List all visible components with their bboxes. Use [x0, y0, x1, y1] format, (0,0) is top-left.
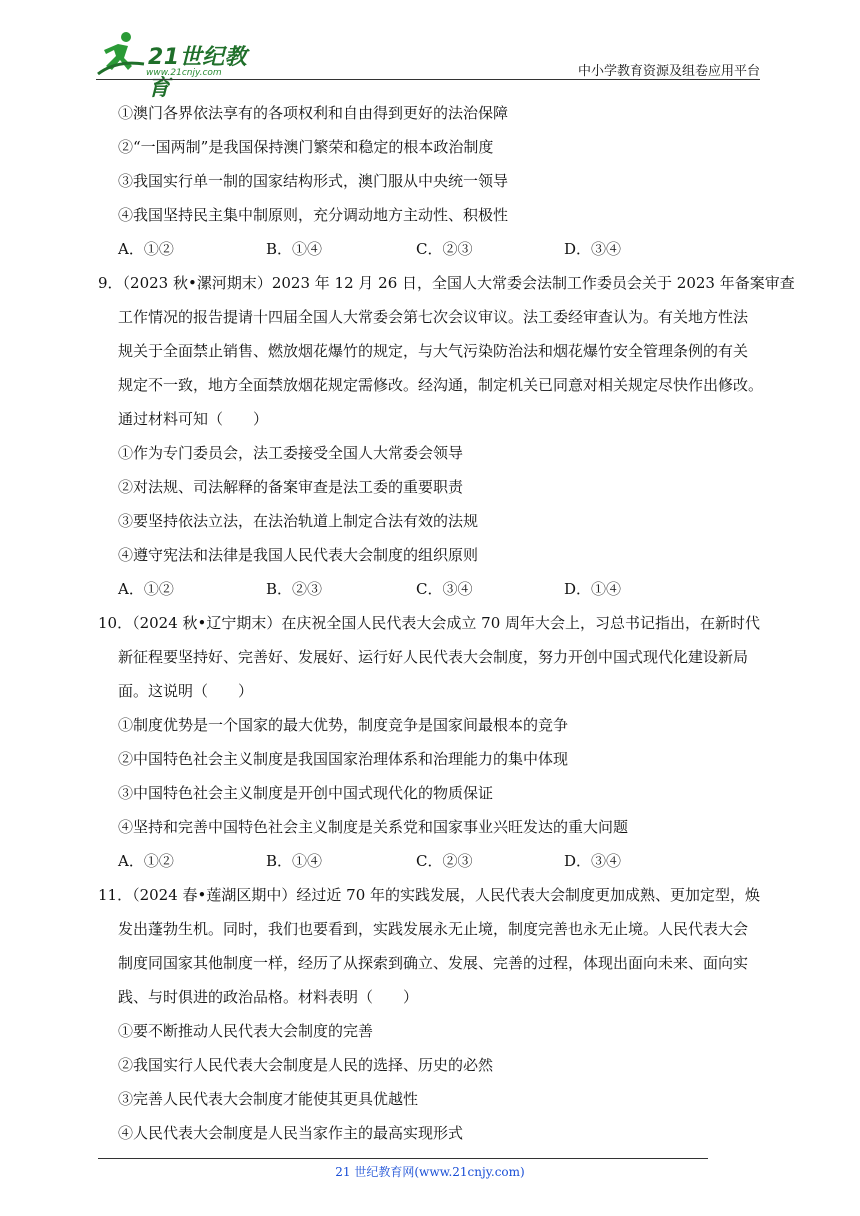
option-a[interactable]: A．①② — [118, 580, 174, 598]
option-a[interactable]: A．①② — [118, 240, 174, 258]
question-stem: 新征程要坚持好、完善好、发展好、运行好人民代表大会制度，努力开创中国式现代化建设新局 — [118, 648, 749, 666]
option-d[interactable]: D．③④ — [564, 240, 622, 258]
site-logo[interactable] — [96, 30, 266, 101]
page-header — [0, 0, 860, 101]
choice-statement: ①要不断推动人民代表大会制度的完善 — [118, 1022, 374, 1040]
question-11 — [98, 878, 766, 1150]
choice-statement: ③我国实行单一制的国家结构形式，澳门服从中央统一领导 — [118, 172, 509, 190]
footer-divider — [98, 1158, 708, 1159]
question-stem: 践、与时俱进的政治品格。材料表明（ ） — [118, 988, 419, 1006]
question-stem: 发出蓬勃生机。同时，我们也要看到，实践发展永无止境，制度完善也永无止境。人民代表大会 — [118, 920, 749, 938]
option-b[interactable]: B．①④ — [266, 240, 323, 258]
choice-statement: ③要坚持依法立法，在法治轨道上制定合法有效的法规 — [118, 512, 479, 530]
question-stem: 9．（2023 秋•漯河期末）2023 年 12 月 26 日，全国人大常委会法制工作委员会关于 2023 年备案审查 — [98, 274, 795, 292]
option-b[interactable]: B．①④ — [266, 852, 323, 870]
question-stem: 面。这说明（ ） — [118, 682, 254, 700]
answer-options — [98, 572, 766, 606]
choice-statement: ④人民代表大会制度是人民当家作主的最高实现形式 — [118, 1124, 464, 1142]
question-9 — [98, 266, 795, 606]
answer-options — [98, 844, 766, 878]
choice-statement: ③中国特色社会主义制度是开创中国式现代化的物质保证 — [118, 784, 494, 802]
option-a[interactable]: A．①② — [118, 852, 174, 870]
question-10 — [98, 606, 766, 878]
option-c[interactable]: C．②③ — [416, 240, 473, 258]
option-d[interactable]: D．①④ — [564, 580, 622, 598]
choice-statement: ④遵守宪法和法律是我国人民代表大会制度的组织原则 — [118, 546, 479, 564]
question-stem: 规关于全面禁止销售、燃放烟花爆竹的规定，与大气污染防治法和烟花爆竹安全管理条例的有关 — [118, 342, 749, 360]
question-stem: 10．（2024 秋•辽宁期末）在庆祝全国人民代表大会成立 70 周年大会上，习总书记指出，在新时代 — [98, 614, 761, 632]
question-8-tail — [98, 96, 766, 266]
choice-statement: ②“一国两制”是我国保持澳门繁荣和稳定的根本政治制度 — [118, 138, 494, 156]
answer-options — [98, 232, 766, 266]
option-c[interactable]: C．②③ — [416, 852, 473, 870]
header-divider — [96, 79, 760, 80]
choice-statement: ④我国坚持民主集中制原则，充分调动地方主动性、积极性 — [118, 206, 509, 224]
option-c[interactable]: C．③④ — [416, 580, 473, 598]
option-b[interactable]: B．②③ — [266, 580, 323, 598]
question-stem: 制度同国家其他制度一样，经历了从探索到确立、发展、完善的过程，体现出面向未来、面向实 — [118, 954, 749, 972]
platform-title: 中小学教育资源及组卷应用平台 — [577, 64, 760, 79]
logo-text: 21世纪教育 — [148, 45, 248, 101]
footer-link[interactable]: 21 世纪教育网(www.21cnjy.com) — [335, 1165, 525, 1179]
question-stem: 规定不一致，地方全面禁放烟花规定需修改。经沟通，制定机关已同意对相关规定尽快作出修改。 — [118, 376, 764, 394]
choice-statement: ①澳门各界依法享有的各项权利和自由得到更好的法治保障 — [118, 104, 509, 122]
logo-url: www.21cnjy.com — [146, 68, 222, 78]
document-body — [98, 96, 795, 1150]
choice-statement: ②对法规、司法解释的备案审查是法工委的重要职责 — [118, 478, 464, 496]
question-stem: 通过材料可知（ ） — [118, 410, 269, 428]
choice-statement: ②我国实行人民代表大会制度是人民的选择、历史的必然 — [118, 1056, 494, 1074]
question-stem: 11．（2024 春•莲湖区期中）经过近 70 年的实践发展，人民代表大会制度更加成熟、更加定型，焕 — [98, 886, 761, 904]
option-d[interactable]: D．③④ — [564, 852, 622, 870]
choice-statement: ①作为专门委员会，法工委接受全国人大常委会领导 — [118, 444, 464, 462]
choice-statement: ②中国特色社会主义制度是我国国家治理体系和治理能力的集中体现 — [118, 750, 569, 768]
choice-statement: ①制度优势是一个国家的最大优势，制度竞争是国家间最根本的竞争 — [118, 716, 569, 734]
choice-statement: ④坚持和完善中国特色社会主义制度是关系党和国家事业兴旺发达的重大问题 — [118, 818, 629, 836]
runner-logo-icon — [96, 30, 146, 76]
choice-statement: ③完善人民代表大会制度才能使其更具优越性 — [118, 1090, 419, 1108]
question-stem: 工作情况的报告提请十四届全国人大常委会第七次会议审议。法工委经审查认为。有关地方性法 — [118, 308, 749, 326]
